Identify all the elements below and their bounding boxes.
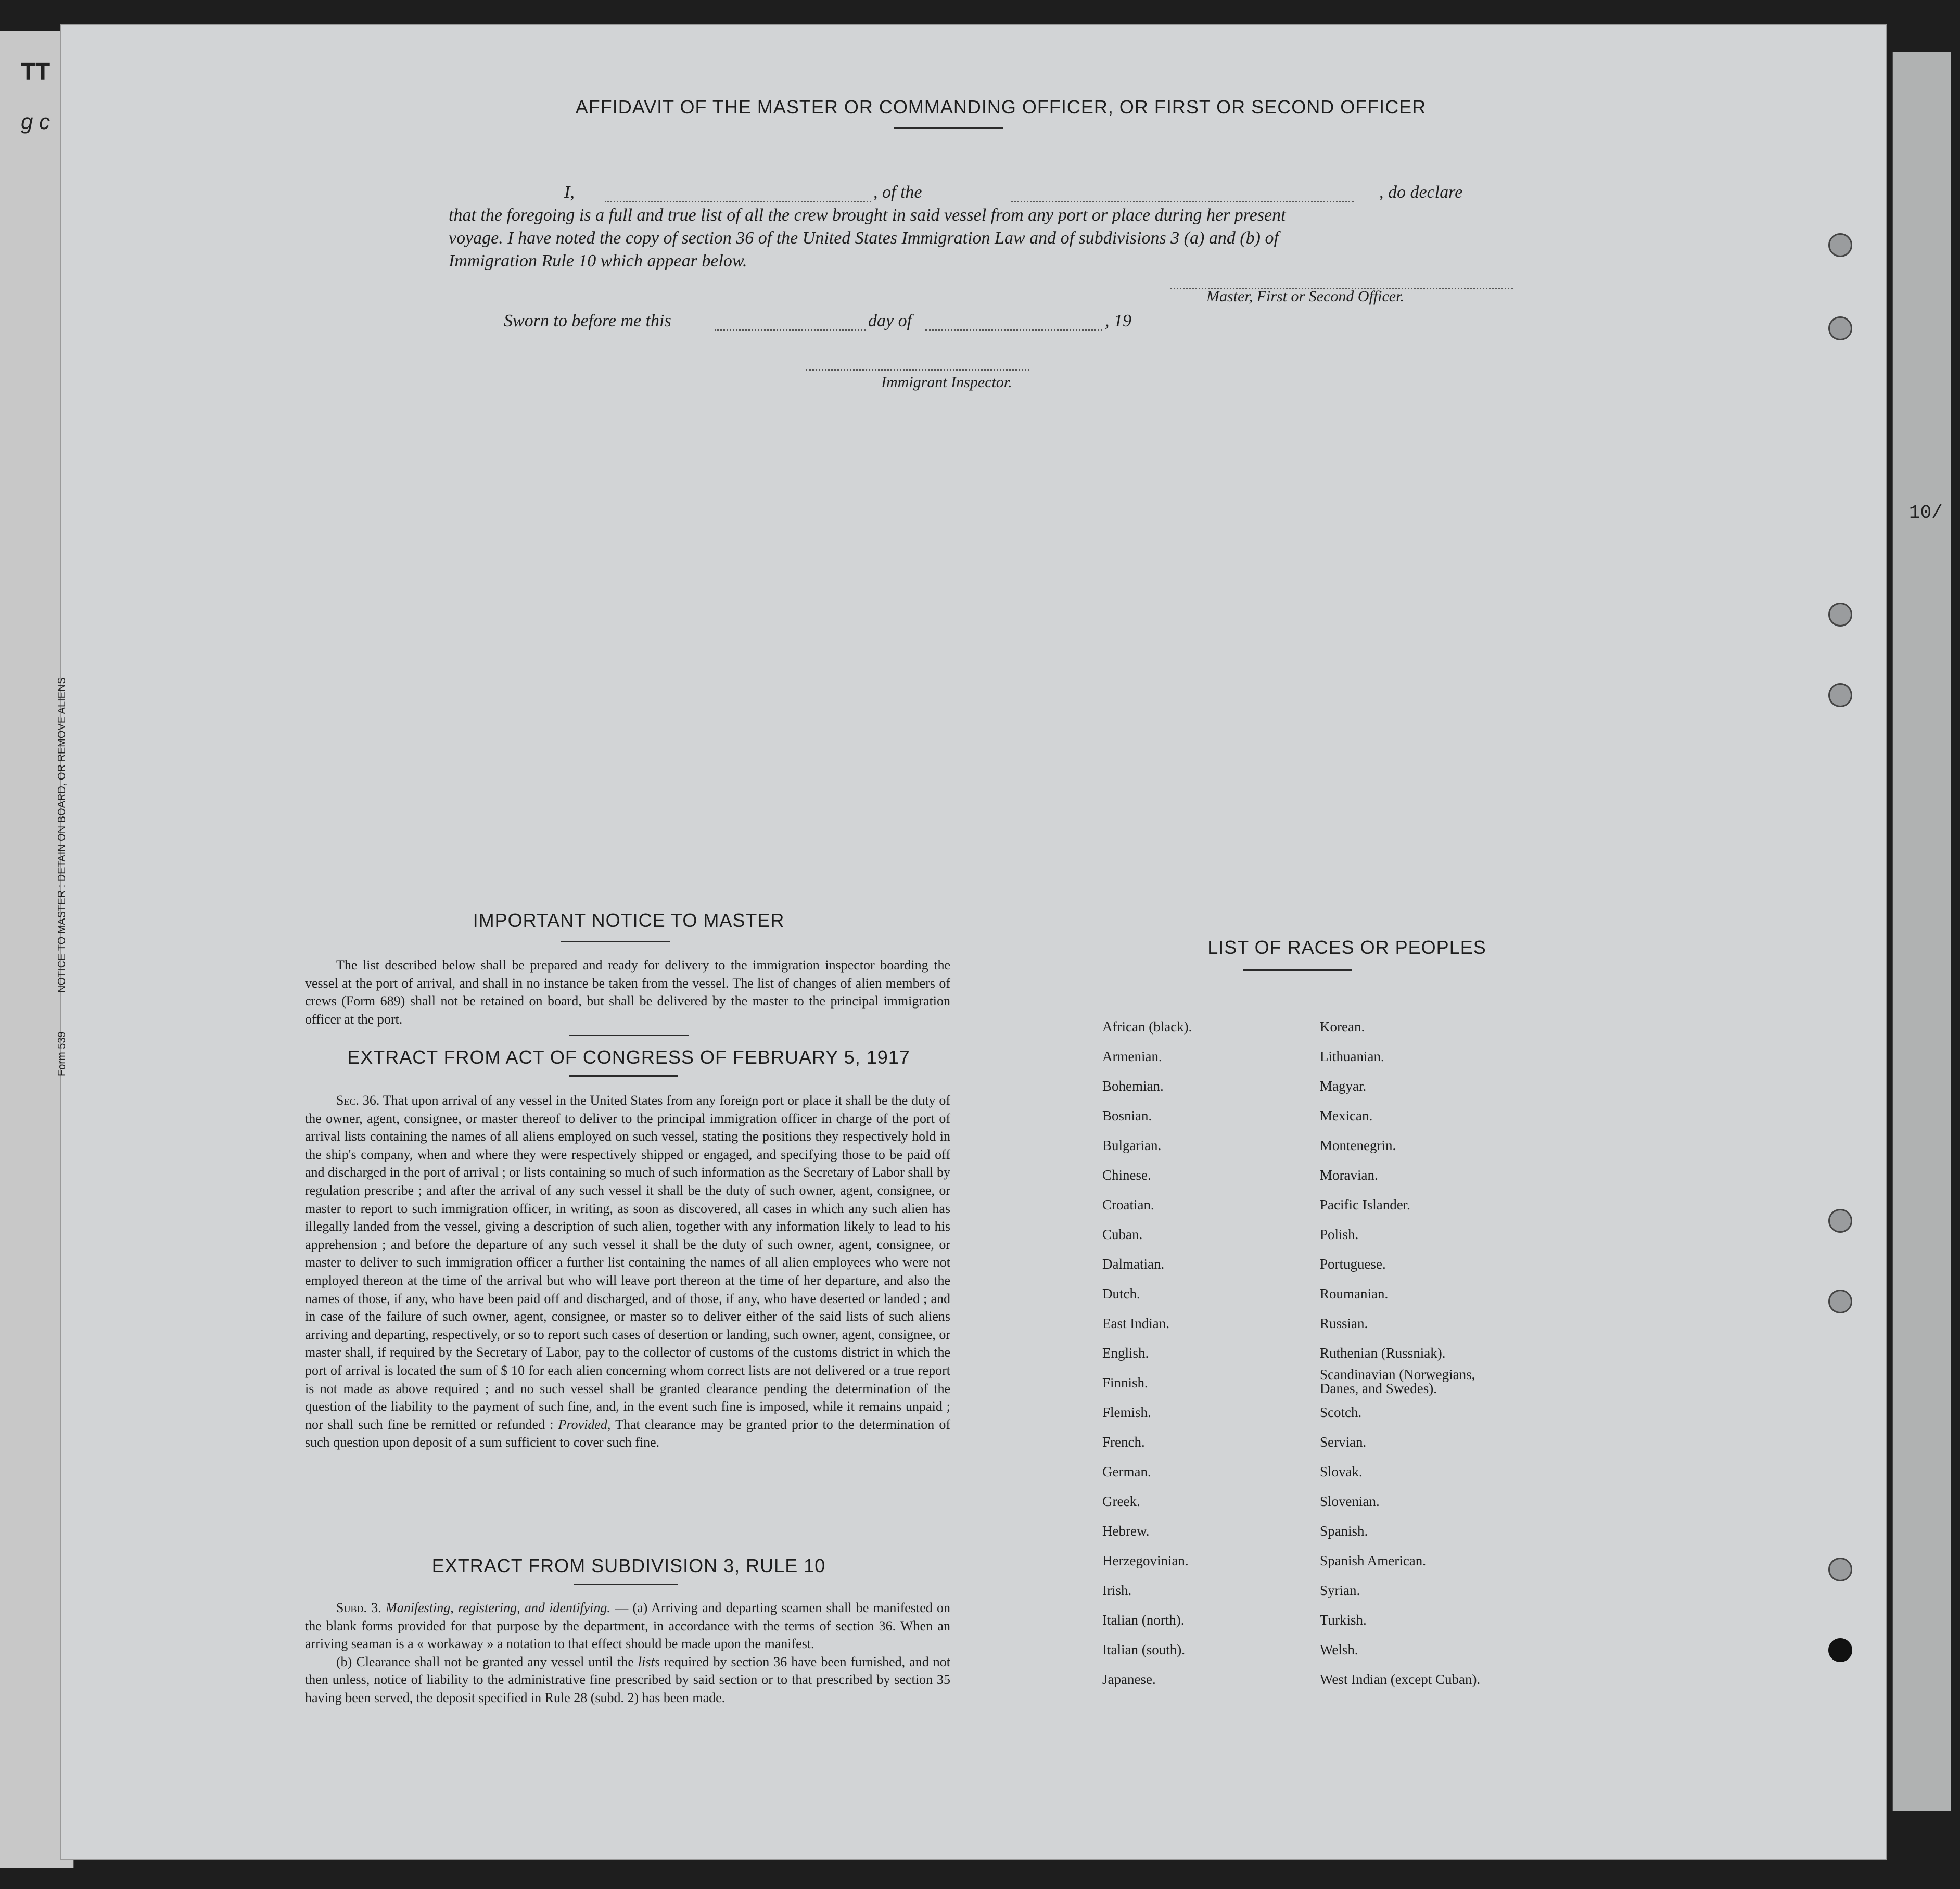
punch-hole bbox=[1828, 316, 1852, 340]
affidavit-title: AFFIDAVIT OF THE MASTER OR COMMANDING OFFICER, OR FIRST OR SECOND OFFICER bbox=[575, 96, 1427, 118]
act-text bbox=[305, 1092, 950, 1452]
sworn-label: Sworn to before me this bbox=[504, 311, 671, 330]
race-item: Cuban. bbox=[1102, 1227, 1143, 1242]
rule-underline bbox=[574, 1584, 678, 1585]
rule-para-a: — (a) Arriving and departing seamen shall be manifested on the blank forms provided for that purpose by the department, in accordance with the terms of section 36. When an arriving seaman is a « workaway » a notation to that effect should be made upon the manifest. bbox=[305, 1600, 951, 1652]
form-number-label: Form 539 bbox=[56, 1031, 68, 1076]
master-signature-label: Master, First or Second Officer. bbox=[1206, 288, 1404, 305]
race-item: Italian (south). bbox=[1102, 1642, 1185, 1657]
underlying-text-fragment: g c bbox=[21, 109, 50, 134]
race-item: English. bbox=[1102, 1345, 1149, 1361]
race-item: Spanish. bbox=[1320, 1523, 1368, 1539]
race-item: Bosnian. bbox=[1102, 1108, 1152, 1124]
race-item: Irish. bbox=[1102, 1582, 1132, 1598]
race-item: Korean. bbox=[1320, 1019, 1365, 1035]
affidavit-of-the: , of the bbox=[873, 183, 922, 202]
race-item: Flemish. bbox=[1102, 1405, 1151, 1420]
race-item: East Indian. bbox=[1102, 1316, 1169, 1331]
race-item: African (black). bbox=[1102, 1019, 1192, 1035]
race-item: Lithuanian. bbox=[1320, 1049, 1384, 1064]
name-blank bbox=[605, 201, 871, 202]
race-item: Slovak. bbox=[1320, 1464, 1363, 1479]
notice-underline bbox=[561, 941, 670, 942]
notice-text: The list described below shall be prepared and ready for delivery to the immigration inspector boarding the vessel at the port of arrival, and shall in no instance be taken from the vessel. The list of changes of alien members of crews (Form 689) shall not be retained on board, but shall be delivered by the master to the principal immigration officer at the port. bbox=[305, 958, 950, 1027]
rule-para-b-rest: required by section 36 have been furnished, and not then unless, notice of liability to the administrative fine prescribed by said section or to that prescribed by section 35 having been served, the deposit specified in Rule 28 (subd. 2) has been made. bbox=[305, 1654, 950, 1705]
race-item: Dalmatian. bbox=[1102, 1256, 1165, 1272]
rule-para-b-lists: lists bbox=[638, 1654, 660, 1669]
race-item: Bohemian. bbox=[1102, 1078, 1164, 1094]
inspector-label: Immigrant Inspector. bbox=[881, 374, 1012, 391]
race-item: Finnish. bbox=[1102, 1375, 1148, 1390]
race-item: West Indian (except Cuban). bbox=[1320, 1671, 1481, 1687]
rule-text bbox=[305, 1599, 950, 1707]
act-text-part-2: That clearance may be granted prior to the determination of such question upon deposit of a sum sufficient to cover such fine. bbox=[305, 1416, 951, 1450]
vessel-blank bbox=[1011, 201, 1354, 202]
affidavit-line-3: Immigration Rule 10 which appear below. bbox=[449, 251, 747, 271]
race-item: Croatian. bbox=[1102, 1197, 1154, 1212]
affidavit-i: I, bbox=[564, 183, 575, 202]
race-item: Dutch. bbox=[1102, 1286, 1140, 1301]
sworn-month-blank bbox=[925, 329, 1102, 331]
act-provided: Provided, bbox=[558, 1416, 611, 1432]
punch-hole bbox=[1828, 1638, 1852, 1662]
races-underline bbox=[1243, 969, 1352, 971]
race-item: Syrian. bbox=[1320, 1582, 1360, 1598]
race-item: French. bbox=[1102, 1434, 1145, 1450]
title-underline bbox=[894, 127, 1003, 129]
race-item: Spanish American. bbox=[1320, 1553, 1426, 1568]
rule-title: EXTRACT FROM SUBDIVISION 3, RULE 10 bbox=[431, 1555, 826, 1576]
race-item: Russian. bbox=[1320, 1316, 1368, 1331]
race-item: Slovenian. bbox=[1320, 1494, 1380, 1509]
punch-hole bbox=[1828, 603, 1852, 627]
manifest-page bbox=[56, 25, 1886, 1859]
race-item: Ruthenian (Russniak). bbox=[1320, 1345, 1446, 1361]
rule-subd-heading: Manifesting, registering, and identifying. bbox=[386, 1600, 610, 1615]
day-of-label: day of bbox=[868, 311, 912, 330]
race-item: Hebrew. bbox=[1102, 1523, 1150, 1539]
race-item: Chinese. bbox=[1102, 1167, 1151, 1183]
affidavit-text bbox=[449, 181, 1521, 273]
race-item: Montenegrin. bbox=[1320, 1138, 1396, 1153]
affidavit-line-2: voyage. I have noted the copy of section 36 of the United States Immigration Law and of subdivisions 3 (a) and (b) of bbox=[449, 228, 1279, 248]
rule-subd-label: Subd. 3. bbox=[336, 1600, 381, 1615]
punch-hole bbox=[1828, 683, 1852, 707]
race-item: Moravian. bbox=[1320, 1167, 1378, 1183]
race-item: Bulgarian. bbox=[1102, 1138, 1162, 1153]
sworn-day-blank bbox=[715, 329, 866, 331]
underlying-text-fragment: TT bbox=[21, 58, 50, 85]
race-item: Portuguese. bbox=[1320, 1256, 1386, 1272]
race-item: Scandinavian (Norwegians, Danes, and Swedes). bbox=[1320, 1367, 1475, 1396]
race-item: Greek. bbox=[1102, 1494, 1140, 1509]
act-section-label: Sec. 36. bbox=[336, 1093, 380, 1108]
race-item: Welsh. bbox=[1320, 1642, 1358, 1657]
races-title: LIST OF RACES OR PEOPLES bbox=[1207, 937, 1486, 958]
race-item: Mexican. bbox=[1320, 1108, 1373, 1124]
side-notice-label: NOTICE TO MASTER : DETAIN ON BOARD, OR REMOVE ALIENS bbox=[56, 677, 68, 993]
section-divider bbox=[569, 1035, 689, 1036]
inspector-signature-line bbox=[806, 369, 1029, 371]
race-item: Magyar. bbox=[1320, 1078, 1367, 1094]
act-title: EXTRACT FROM ACT OF CONGRESS OF FEBRUARY 5, 1917 bbox=[347, 1046, 910, 1068]
race-item: German. bbox=[1102, 1464, 1151, 1479]
underlying-page-right bbox=[1892, 52, 1951, 1811]
rule-para-b-start: (b) Clearance shall not be granted any vessel until the bbox=[336, 1654, 634, 1669]
race-item: Pacific Islander. bbox=[1320, 1197, 1410, 1212]
notice-title: IMPORTANT NOTICE TO MASTER bbox=[473, 910, 785, 931]
race-item: Japanese. bbox=[1102, 1671, 1156, 1687]
punch-hole bbox=[1828, 1290, 1852, 1313]
race-item: Italian (north). bbox=[1102, 1612, 1185, 1628]
punch-hole bbox=[1828, 233, 1852, 257]
affidavit-do-declare: , do declare bbox=[1379, 183, 1463, 202]
race-item: Armenian. bbox=[1102, 1049, 1162, 1064]
affidavit-line-1: that the foregoing is a full and true list of all the crew brought in said vessel from any port or place during her present bbox=[449, 206, 1286, 225]
act-underline bbox=[569, 1075, 678, 1077]
punch-hole bbox=[1828, 1209, 1852, 1233]
act-text-part-1: That upon arrival of any vessel in the United States from any foreign port or place it shall be the duty of the owner, agent, consignee, or master thereof to deliver to the principal immigration officer in charge of the port of arrival lists containing the names of all aliens employed on such vessel, stating the positions they respectively hold in the ship's company, when and where they were respectively shipped or engaged, and specifying those to be paid off and discharged in the port of arrival ; or lists containing so much of such information as the Secretary of Labor shall by regulation prescribe ; and after the arrival of any such vessel it shall be the duty of such owner, agent, consignee, or master to report to such immigration officer, in writing, as soon as discovered, all cases in which any such alien has illegally landed from the vessel, giving a description of such alien, together with any information likely to lead to his apprehension ; and before the departure of any such vessel it shall be the duty of such owner, agent, consignee, or master to deliver to such immigration officer a further list containing the names of all alien employees who were not employed thereon at the time of the arrival but who will leave port thereon at the time of her departure, and also the names of those, if any, who have been paid off and discharged, and of those, if any, who have deserted or landed ; and in case of the failure of such owner, agent, consignee, or master so to deliver either of the said lists of such aliens arriving and departing, respectively, or so to report such cases of desertion or landing, such owner, agent, consignee, or master shall, if required by the Secretary of Labor, pay to the collector of customs of the customs district in which the port of arrival is located the sum of $ 10 for each alien concerning whom correct lists are not delivered or a true report is not made as above required ; and no such vessel shall be granted clearance pending the determination of the question of the liability to the payment of such fine, and, in the event such fine is imposed, while it remains unpaid ; nor shall such fine be remitted or refunded : bbox=[305, 1093, 951, 1432]
punch-hole bbox=[1828, 1558, 1852, 1581]
race-item: Servian. bbox=[1320, 1434, 1367, 1450]
year-label: , 19 bbox=[1105, 311, 1131, 330]
page-number-fragment: 10/ bbox=[1909, 502, 1943, 524]
race-item: Turkish. bbox=[1320, 1612, 1367, 1628]
race-item: Polish. bbox=[1320, 1227, 1359, 1242]
race-item: Herzegovinian. bbox=[1102, 1553, 1189, 1568]
race-item: Scotch. bbox=[1320, 1405, 1362, 1420]
race-item: Roumanian. bbox=[1320, 1286, 1389, 1301]
